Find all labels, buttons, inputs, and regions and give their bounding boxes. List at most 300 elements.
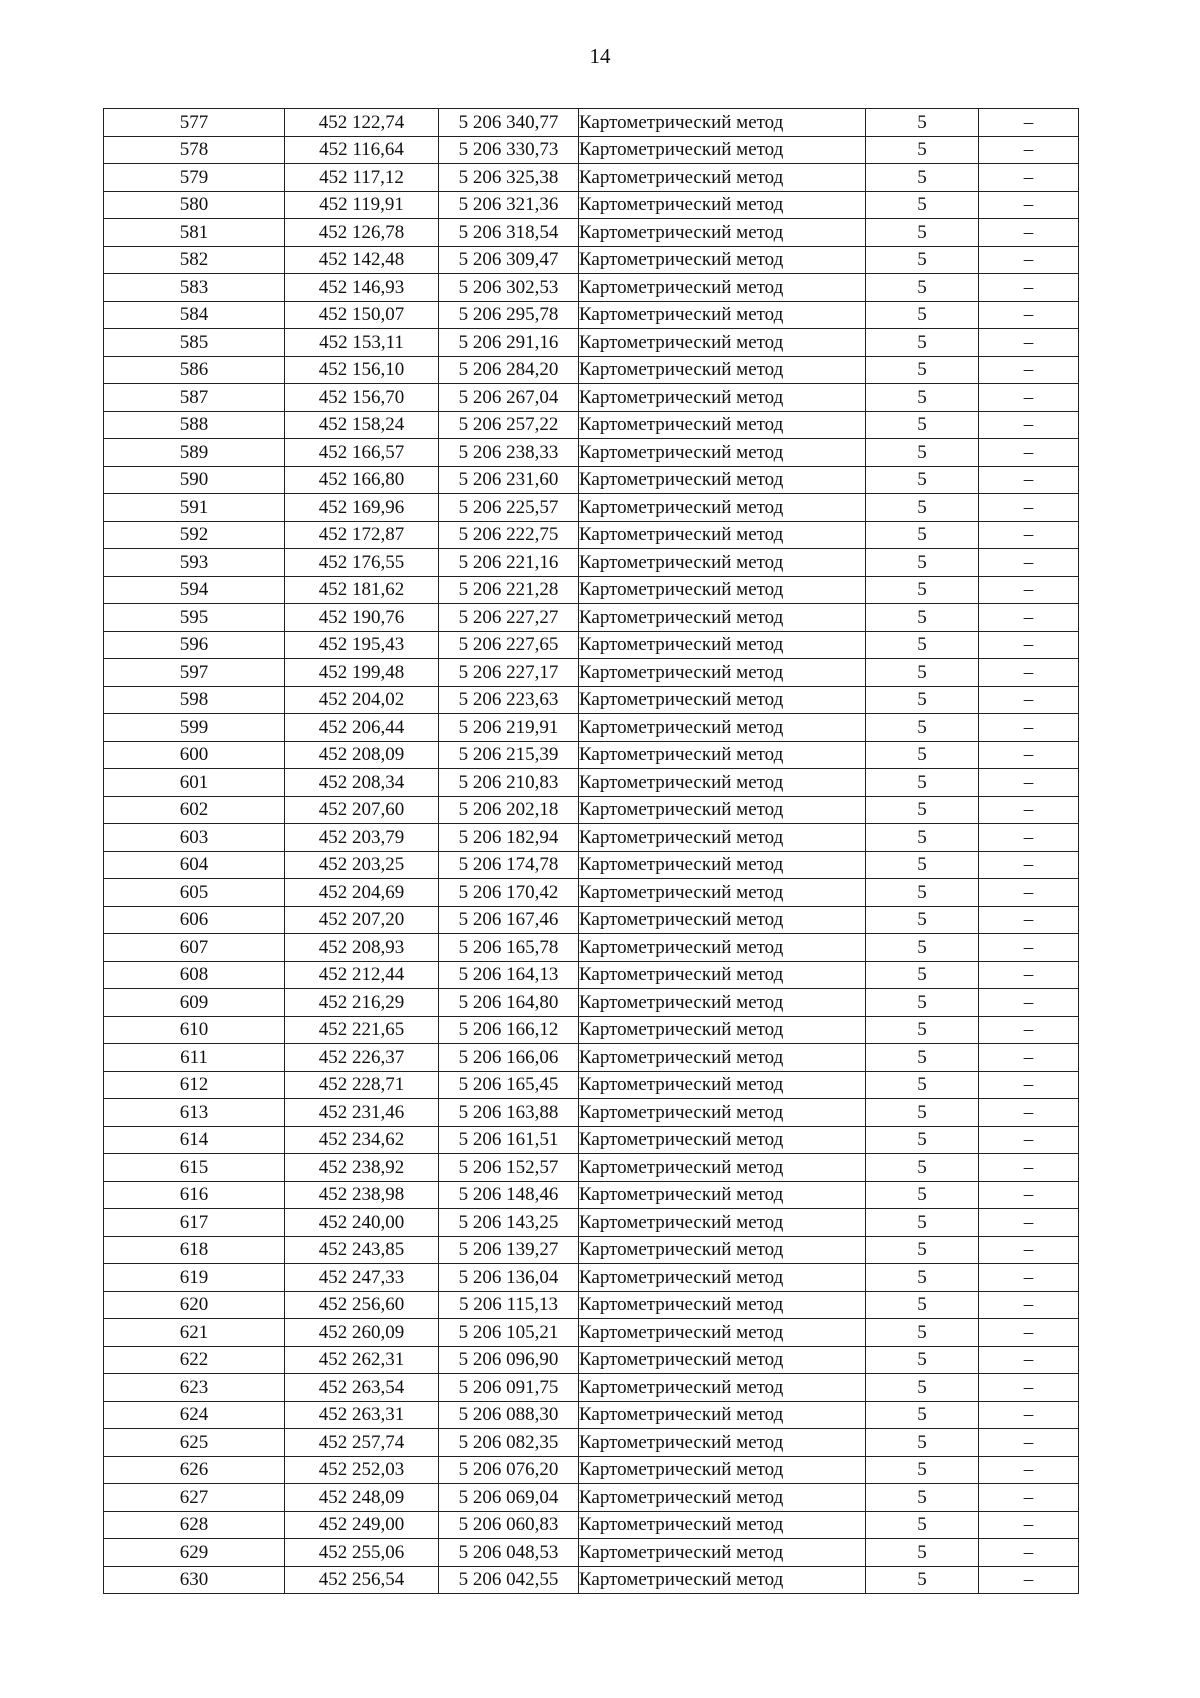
coordinate-y-cell: 5 206 048,53 (439, 1539, 579, 1567)
coordinate-x-cell: 452 238,92 (285, 1154, 439, 1182)
description-cell: – (979, 1264, 1079, 1292)
coordinate-y-cell: 5 206 227,27 (439, 604, 579, 632)
method-cell: Картометрический метод (579, 1099, 866, 1127)
table-row (104, 1374, 1079, 1402)
coordinate-x-cell: 452 117,12 (285, 164, 439, 192)
accuracy-cell: 5 (866, 521, 979, 549)
coordinate-y-cell: 5 206 238,33 (439, 439, 579, 467)
point-number-cell: 629 (104, 1539, 285, 1567)
point-number-cell: 586 (104, 356, 285, 384)
table-row (104, 521, 1079, 549)
point-number-cell: 605 (104, 879, 285, 907)
point-number-cell: 588 (104, 411, 285, 439)
point-number-cell: 581 (104, 219, 285, 247)
coordinate-y-cell: 5 206 231,60 (439, 466, 579, 494)
description-cell: – (979, 824, 1079, 852)
point-number-cell: 616 (104, 1181, 285, 1209)
coordinate-y-cell: 5 206 267,04 (439, 384, 579, 412)
table-row (104, 439, 1079, 467)
coordinate-y-cell: 5 206 096,90 (439, 1346, 579, 1374)
table-row (104, 301, 1079, 329)
description-cell: – (979, 1346, 1079, 1374)
table-row (104, 1154, 1079, 1182)
coordinate-y-cell: 5 206 174,78 (439, 851, 579, 879)
method-cell: Картометрический метод (579, 384, 866, 412)
table-row (104, 1484, 1079, 1512)
description-cell: – (979, 1291, 1079, 1319)
point-number-cell: 618 (104, 1236, 285, 1264)
coordinate-x-cell: 452 116,64 (285, 136, 439, 164)
accuracy-cell: 5 (866, 1044, 979, 1072)
coordinate-x-cell: 452 176,55 (285, 549, 439, 577)
description-cell: – (979, 934, 1079, 962)
description-cell: – (979, 1126, 1079, 1154)
point-number-cell: 598 (104, 686, 285, 714)
method-cell: Картометрический метод (579, 1319, 866, 1347)
coordinate-x-cell: 452 247,33 (285, 1264, 439, 1292)
table-row (104, 1044, 1079, 1072)
point-number-cell: 600 (104, 741, 285, 769)
accuracy-cell: 5 (866, 1319, 979, 1347)
description-cell: – (979, 576, 1079, 604)
accuracy-cell: 5 (866, 686, 979, 714)
accuracy-cell: 5 (866, 1511, 979, 1539)
method-cell: Картометрический метод (579, 961, 866, 989)
coordinate-y-cell: 5 206 222,75 (439, 521, 579, 549)
coordinate-x-cell: 452 221,65 (285, 1016, 439, 1044)
table-row (104, 411, 1079, 439)
description-cell: – (979, 906, 1079, 934)
accuracy-cell: 5 (866, 219, 979, 247)
table-row (104, 1539, 1079, 1567)
method-cell: Картометрический метод (579, 164, 866, 192)
table-row (104, 879, 1079, 907)
description-cell: – (979, 191, 1079, 219)
accuracy-cell: 5 (866, 1374, 979, 1402)
accuracy-cell: 5 (866, 356, 979, 384)
coordinate-x-cell: 452 153,11 (285, 329, 439, 357)
coordinate-y-cell: 5 206 148,46 (439, 1181, 579, 1209)
description-cell: – (979, 549, 1079, 577)
coordinates-table-body (104, 109, 1079, 1594)
coordinate-x-cell: 452 208,34 (285, 769, 439, 797)
accuracy-cell: 5 (866, 1566, 979, 1594)
coordinate-x-cell: 452 256,60 (285, 1291, 439, 1319)
method-cell: Картометрический метод (579, 824, 866, 852)
point-number-cell: 591 (104, 494, 285, 522)
description-cell: – (979, 1016, 1079, 1044)
point-number-cell: 607 (104, 934, 285, 962)
point-number-cell: 627 (104, 1484, 285, 1512)
point-number-cell: 585 (104, 329, 285, 357)
accuracy-cell: 5 (866, 1484, 979, 1512)
description-cell: – (979, 1209, 1079, 1237)
table-row (104, 219, 1079, 247)
table-row (104, 1099, 1079, 1127)
coordinate-y-cell: 5 206 202,18 (439, 796, 579, 824)
method-cell: Картометрический метод (579, 439, 866, 467)
point-number-cell: 596 (104, 631, 285, 659)
table-row (104, 1401, 1079, 1429)
table-row (104, 631, 1079, 659)
accuracy-cell: 5 (866, 494, 979, 522)
table-row (104, 851, 1079, 879)
accuracy-cell: 5 (866, 109, 979, 137)
point-number-cell: 628 (104, 1511, 285, 1539)
coordinate-x-cell: 452 156,70 (285, 384, 439, 412)
coordinate-y-cell: 5 206 166,06 (439, 1044, 579, 1072)
table-row (104, 1181, 1079, 1209)
coordinate-x-cell: 452 257,74 (285, 1429, 439, 1457)
coordinate-y-cell: 5 206 165,45 (439, 1071, 579, 1099)
table-row (104, 1319, 1079, 1347)
table-row (104, 329, 1079, 357)
method-cell: Картометрический метод (579, 301, 866, 329)
accuracy-cell: 5 (866, 1456, 979, 1484)
description-cell: – (979, 1044, 1079, 1072)
coordinate-y-cell: 5 206 227,65 (439, 631, 579, 659)
method-cell: Картометрический метод (579, 109, 866, 137)
coordinate-y-cell: 5 206 091,75 (439, 1374, 579, 1402)
accuracy-cell: 5 (866, 301, 979, 329)
coordinate-y-cell: 5 206 165,78 (439, 934, 579, 962)
point-number-cell: 606 (104, 906, 285, 934)
method-cell: Картометрический метод (579, 1044, 866, 1072)
description-cell: – (979, 329, 1079, 357)
coordinate-y-cell: 5 206 284,20 (439, 356, 579, 384)
coordinate-y-cell: 5 206 223,63 (439, 686, 579, 714)
description-cell: – (979, 604, 1079, 632)
coordinate-y-cell: 5 206 291,16 (439, 329, 579, 357)
method-cell: Картометрический метод (579, 796, 866, 824)
table-row (104, 384, 1079, 412)
coordinate-x-cell: 452 172,87 (285, 521, 439, 549)
method-cell: Картометрический метод (579, 329, 866, 357)
method-cell: Картометрический метод (579, 191, 866, 219)
coordinate-y-cell: 5 206 167,46 (439, 906, 579, 934)
point-number-cell: 589 (104, 439, 285, 467)
coordinate-y-cell: 5 206 309,47 (439, 246, 579, 274)
description-cell: – (979, 769, 1079, 797)
coordinate-y-cell: 5 206 318,54 (439, 219, 579, 247)
description-cell: – (979, 1539, 1079, 1567)
point-number-cell: 601 (104, 769, 285, 797)
method-cell: Картометрический метод (579, 1181, 866, 1209)
coordinate-y-cell: 5 206 136,04 (439, 1264, 579, 1292)
description-cell: – (979, 109, 1079, 137)
method-cell: Картометрический метод (579, 356, 866, 384)
point-number-cell: 597 (104, 659, 285, 687)
accuracy-cell: 5 (866, 1539, 979, 1567)
table-row (104, 934, 1079, 962)
description-cell: – (979, 714, 1079, 742)
point-number-cell: 599 (104, 714, 285, 742)
coordinate-y-cell: 5 206 082,35 (439, 1429, 579, 1457)
point-number-cell: 608 (104, 961, 285, 989)
coordinate-x-cell: 452 195,43 (285, 631, 439, 659)
coordinate-x-cell: 452 263,31 (285, 1401, 439, 1429)
description-cell: – (979, 659, 1079, 687)
point-number-cell: 604 (104, 851, 285, 879)
point-number-cell: 594 (104, 576, 285, 604)
coordinate-y-cell: 5 206 225,57 (439, 494, 579, 522)
description-cell: – (979, 631, 1079, 659)
point-number-cell: 587 (104, 384, 285, 412)
coordinate-y-cell: 5 206 042,55 (439, 1566, 579, 1594)
coordinate-x-cell: 452 122,74 (285, 109, 439, 137)
coordinate-y-cell: 5 206 139,27 (439, 1236, 579, 1264)
method-cell: Картометрический метод (579, 631, 866, 659)
accuracy-cell: 5 (866, 1291, 979, 1319)
coordinate-x-cell: 452 216,29 (285, 989, 439, 1017)
coordinate-x-cell: 452 190,76 (285, 604, 439, 632)
method-cell: Картометрический метод (579, 714, 866, 742)
accuracy-cell: 5 (866, 549, 979, 577)
table-row (104, 1209, 1079, 1237)
description-cell: – (979, 879, 1079, 907)
method-cell: Картометрический метод (579, 604, 866, 632)
coordinate-x-cell: 452 231,46 (285, 1099, 439, 1127)
point-number-cell: 612 (104, 1071, 285, 1099)
point-number-cell: 593 (104, 549, 285, 577)
point-number-cell: 619 (104, 1264, 285, 1292)
table-row (104, 659, 1079, 687)
point-number-cell: 595 (104, 604, 285, 632)
coordinate-x-cell: 452 248,09 (285, 1484, 439, 1512)
coordinate-x-cell: 452 199,48 (285, 659, 439, 687)
coordinate-y-cell: 5 206 210,83 (439, 769, 579, 797)
description-cell: – (979, 219, 1079, 247)
coordinate-x-cell: 452 208,93 (285, 934, 439, 962)
coordinate-y-cell: 5 206 321,36 (439, 191, 579, 219)
method-cell: Картометрический метод (579, 1291, 866, 1319)
accuracy-cell: 5 (866, 769, 979, 797)
point-number-cell: 583 (104, 274, 285, 302)
description-cell: – (979, 466, 1079, 494)
coordinate-x-cell: 452 204,02 (285, 686, 439, 714)
description-cell: – (979, 1181, 1079, 1209)
coordinate-x-cell: 452 119,91 (285, 191, 439, 219)
accuracy-cell: 5 (866, 384, 979, 412)
coordinate-y-cell: 5 206 164,80 (439, 989, 579, 1017)
accuracy-cell: 5 (866, 466, 979, 494)
point-number-cell: 622 (104, 1346, 285, 1374)
coordinate-x-cell: 452 158,24 (285, 411, 439, 439)
method-cell: Картометрический метод (579, 1456, 866, 1484)
table-row (104, 769, 1079, 797)
coordinate-y-cell: 5 206 227,17 (439, 659, 579, 687)
coordinate-y-cell: 5 206 105,21 (439, 1319, 579, 1347)
method-cell: Картометрический метод (579, 576, 866, 604)
description-cell: – (979, 1154, 1079, 1182)
method-cell: Картометрический метод (579, 411, 866, 439)
coordinate-x-cell: 452 206,44 (285, 714, 439, 742)
point-number-cell: 584 (104, 301, 285, 329)
description-cell: – (979, 851, 1079, 879)
coordinate-x-cell: 452 156,10 (285, 356, 439, 384)
accuracy-cell: 5 (866, 631, 979, 659)
coordinate-x-cell: 452 146,93 (285, 274, 439, 302)
accuracy-cell: 5 (866, 714, 979, 742)
method-cell: Картометрический метод (579, 1209, 866, 1237)
accuracy-cell: 5 (866, 604, 979, 632)
point-number-cell: 630 (104, 1566, 285, 1594)
description-cell: – (979, 1429, 1079, 1457)
accuracy-cell: 5 (866, 1016, 979, 1044)
coordinate-y-cell: 5 206 340,77 (439, 109, 579, 137)
coordinate-y-cell: 5 206 088,30 (439, 1401, 579, 1429)
point-number-cell: 582 (104, 246, 285, 274)
coordinate-y-cell: 5 206 221,16 (439, 549, 579, 577)
point-number-cell: 603 (104, 824, 285, 852)
coordinate-x-cell: 452 249,00 (285, 1511, 439, 1539)
coordinates-table (103, 108, 1079, 1594)
coordinate-y-cell: 5 206 221,28 (439, 576, 579, 604)
point-number-cell: 624 (104, 1401, 285, 1429)
method-cell: Картометрический метод (579, 246, 866, 274)
method-cell: Картометрический метод (579, 659, 866, 687)
description-cell: – (979, 384, 1079, 412)
coordinate-y-cell: 5 206 302,53 (439, 274, 579, 302)
coordinate-x-cell: 452 207,20 (285, 906, 439, 934)
description-cell: – (979, 411, 1079, 439)
coordinate-y-cell: 5 206 163,88 (439, 1099, 579, 1127)
point-number-cell: 610 (104, 1016, 285, 1044)
page-number: 14 (589, 44, 611, 68)
description-cell: – (979, 961, 1079, 989)
coordinate-x-cell: 452 150,07 (285, 301, 439, 329)
description-cell: – (979, 1236, 1079, 1264)
coordinate-x-cell: 452 234,62 (285, 1126, 439, 1154)
method-cell: Картометрический метод (579, 741, 866, 769)
coordinate-x-cell: 452 240,00 (285, 1209, 439, 1237)
table-row (104, 1456, 1079, 1484)
coordinate-x-cell: 452 252,03 (285, 1456, 439, 1484)
table-row (104, 549, 1079, 577)
method-cell: Картометрический метод (579, 1484, 866, 1512)
table-row (104, 164, 1079, 192)
method-cell: Картометрический метод (579, 1539, 866, 1567)
coordinate-x-cell: 452 203,25 (285, 851, 439, 879)
coordinate-x-cell: 452 238,98 (285, 1181, 439, 1209)
table-row (104, 714, 1079, 742)
coordinate-y-cell: 5 206 143,25 (439, 1209, 579, 1237)
method-cell: Картометрический метод (579, 1401, 866, 1429)
table-row (104, 1016, 1079, 1044)
accuracy-cell: 5 (866, 1346, 979, 1374)
accuracy-cell: 5 (866, 851, 979, 879)
point-number-cell: 592 (104, 521, 285, 549)
description-cell: – (979, 301, 1079, 329)
method-cell: Картометрический метод (579, 934, 866, 962)
table-row (104, 246, 1079, 274)
accuracy-cell: 5 (866, 164, 979, 192)
method-cell: Картометрический метод (579, 494, 866, 522)
coordinate-y-cell: 5 206 164,13 (439, 961, 579, 989)
table-row (104, 906, 1079, 934)
accuracy-cell: 5 (866, 1071, 979, 1099)
accuracy-cell: 5 (866, 191, 979, 219)
coordinate-x-cell: 452 142,48 (285, 246, 439, 274)
accuracy-cell: 5 (866, 1154, 979, 1182)
point-number-cell: 580 (104, 191, 285, 219)
coordinate-y-cell: 5 206 060,83 (439, 1511, 579, 1539)
table-row (104, 576, 1079, 604)
table-row (104, 274, 1079, 302)
accuracy-cell: 5 (866, 246, 979, 274)
accuracy-cell: 5 (866, 1099, 979, 1127)
coordinate-y-cell: 5 206 076,20 (439, 1456, 579, 1484)
description-cell: – (979, 989, 1079, 1017)
point-number-cell: 623 (104, 1374, 285, 1402)
coordinate-x-cell: 452 208,09 (285, 741, 439, 769)
coordinate-y-cell: 5 206 152,57 (439, 1154, 579, 1182)
description-cell: – (979, 1099, 1079, 1127)
point-number-cell: 625 (104, 1429, 285, 1457)
description-cell: – (979, 1374, 1079, 1402)
table-row (104, 961, 1079, 989)
description-cell: – (979, 1484, 1079, 1512)
coordinate-x-cell: 452 228,71 (285, 1071, 439, 1099)
description-cell: – (979, 1566, 1079, 1594)
coordinate-x-cell: 452 166,57 (285, 439, 439, 467)
table-row (104, 494, 1079, 522)
description-cell: – (979, 494, 1079, 522)
coordinate-x-cell: 452 181,62 (285, 576, 439, 604)
point-number-cell: 602 (104, 796, 285, 824)
coordinate-y-cell: 5 206 257,22 (439, 411, 579, 439)
method-cell: Картометрический метод (579, 466, 866, 494)
point-number-cell: 578 (104, 136, 285, 164)
method-cell: Картометрический метод (579, 274, 866, 302)
accuracy-cell: 5 (866, 1236, 979, 1264)
description-cell: – (979, 356, 1079, 384)
accuracy-cell: 5 (866, 934, 979, 962)
description-cell: – (979, 1319, 1079, 1347)
method-cell: Картометрический метод (579, 1016, 866, 1044)
table-row (104, 1126, 1079, 1154)
coordinate-y-cell: 5 206 295,78 (439, 301, 579, 329)
method-cell: Картометрический метод (579, 769, 866, 797)
description-cell: – (979, 1401, 1079, 1429)
description-cell: – (979, 1456, 1079, 1484)
coordinate-x-cell: 452 263,54 (285, 1374, 439, 1402)
description-cell: – (979, 1511, 1079, 1539)
method-cell: Картометрический метод (579, 989, 866, 1017)
table-row (104, 466, 1079, 494)
method-cell: Картометрический метод (579, 136, 866, 164)
table-row (104, 796, 1079, 824)
coordinate-y-cell: 5 206 161,51 (439, 1126, 579, 1154)
accuracy-cell: 5 (866, 961, 979, 989)
coordinate-x-cell: 452 166,80 (285, 466, 439, 494)
point-number-cell: 620 (104, 1291, 285, 1319)
method-cell: Картометрический метод (579, 1566, 866, 1594)
accuracy-cell: 5 (866, 741, 979, 769)
coordinate-y-cell: 5 206 330,73 (439, 136, 579, 164)
table-row (104, 1511, 1079, 1539)
table-row (104, 356, 1079, 384)
description-cell: – (979, 246, 1079, 274)
method-cell: Картометрический метод (579, 219, 866, 247)
method-cell: Картометрический метод (579, 549, 866, 577)
coordinate-y-cell: 5 206 166,12 (439, 1016, 579, 1044)
coordinate-x-cell: 452 204,69 (285, 879, 439, 907)
description-cell: – (979, 1071, 1079, 1099)
coordinate-x-cell: 452 207,60 (285, 796, 439, 824)
method-cell: Картометрический метод (579, 1429, 866, 1457)
accuracy-cell: 5 (866, 989, 979, 1017)
